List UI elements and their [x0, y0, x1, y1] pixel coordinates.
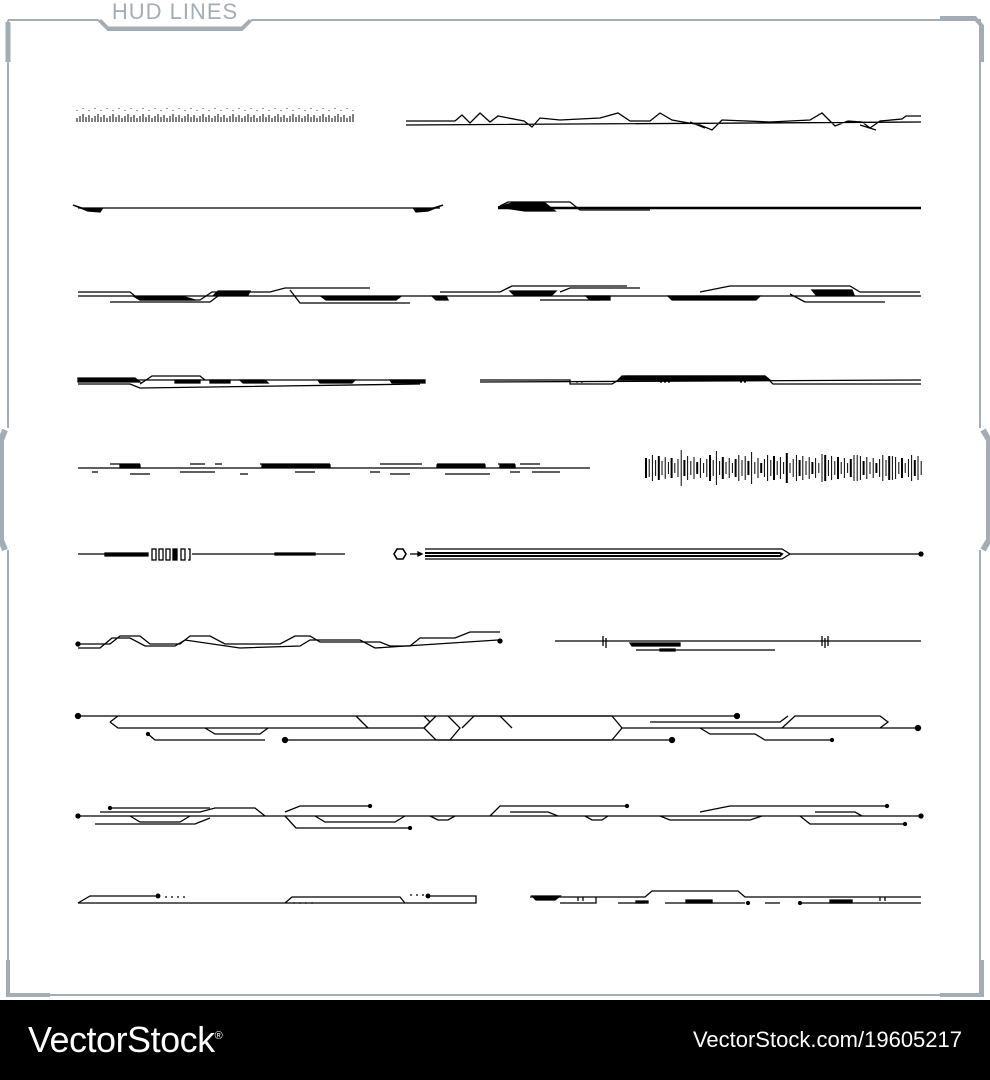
brand-url: VectorStock.com/19605217: [692, 1027, 962, 1052]
circuit-line-long: [78, 286, 921, 303]
segment-line-left: [78, 549, 345, 560]
tapered-line-left: [73, 205, 443, 212]
brand-logo: [28, 1019, 222, 1061]
zigzag-line: [406, 113, 921, 130]
dotted-bracket-line-left: [78, 894, 476, 903]
brand-registered-mark: ®: [214, 1030, 223, 1042]
stepped-line-right-2: [480, 376, 921, 384]
hud-frame: [1, 18, 989, 995]
dash-line-left: [78, 464, 590, 474]
stepped-line-right-3: [530, 891, 921, 905]
hex-circuit-line: [76, 714, 921, 743]
bar-line-left: [78, 376, 425, 388]
circuit-line-long-2: [76, 805, 923, 830]
tick-strip-left: [77, 108, 353, 122]
bracket-line-right: [394, 549, 923, 559]
watermark-footer: [0, 1000, 990, 1080]
brand-name: VectorStock: [28, 1019, 215, 1060]
stepped-line-right: [498, 202, 921, 211]
barcode-strip: [646, 450, 921, 486]
tick-line-right: [555, 636, 921, 651]
hud-line-set: [73, 108, 923, 905]
wave-circuit-left: [76, 632, 502, 648]
page-title: HUD LINES: [111, 0, 239, 24]
